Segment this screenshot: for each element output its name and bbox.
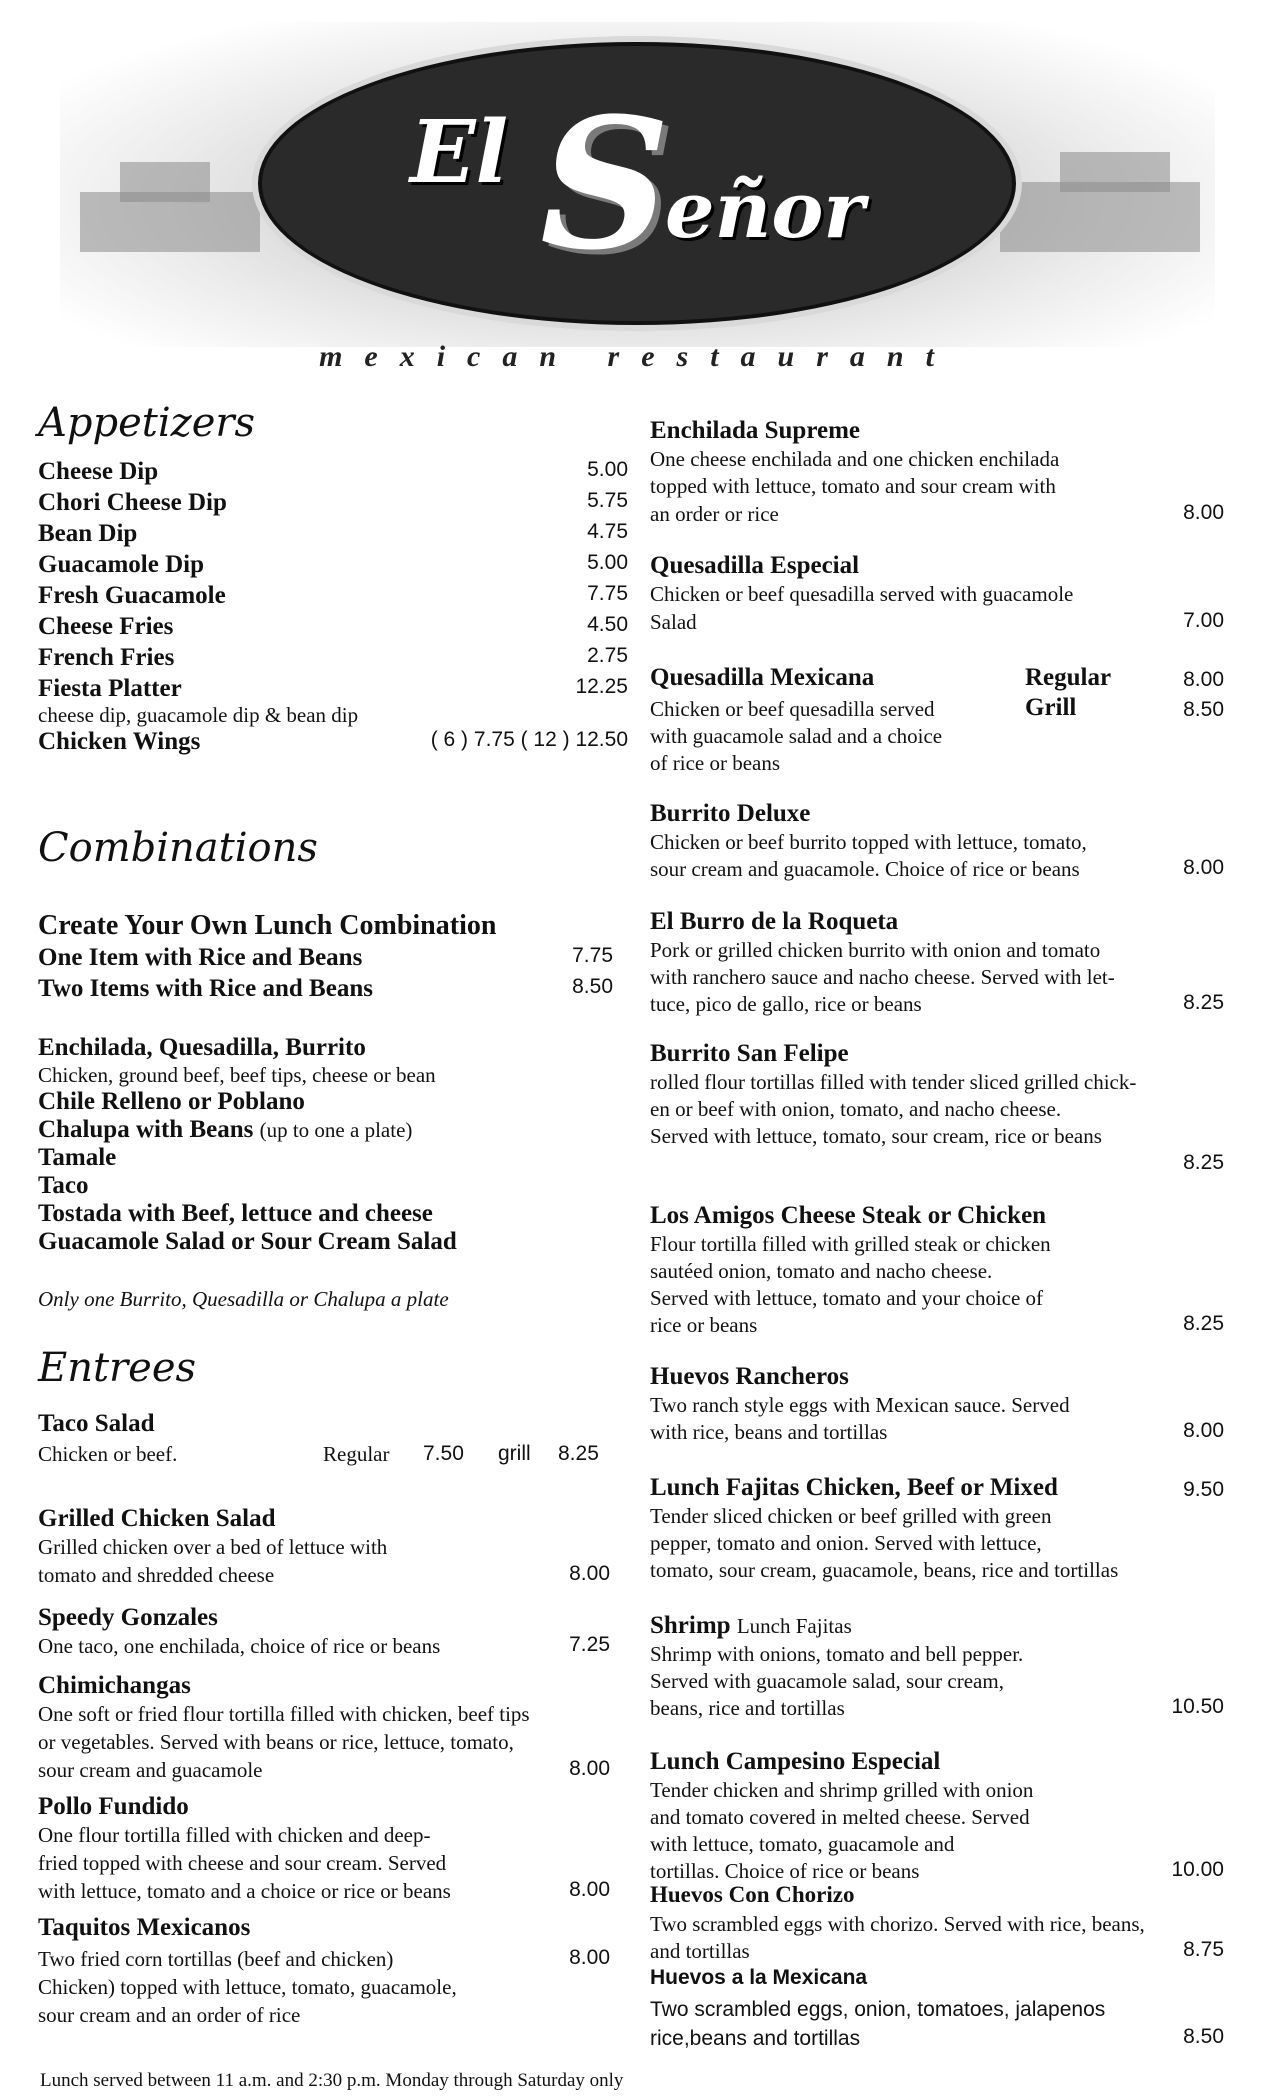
combo-option: Chalupa with Beans — [38, 1116, 254, 1143]
item-desc: Two scrambled eggs, onion, tomatoes, jalapenos — [650, 1998, 1106, 2021]
item-name: Chori Cheese Dip — [38, 489, 227, 516]
grill-price: 8.25 — [558, 1442, 599, 1465]
item-desc: Chicken or beef. — [38, 1442, 178, 1466]
combo-option: Chile Relleno or Poblano — [38, 1088, 305, 1115]
combo-option: Enchilada, Quesadilla, Burrito — [38, 1034, 366, 1061]
item-desc: beans, rice and tortillas — [650, 1696, 845, 1720]
regular-label: Regular — [1025, 664, 1112, 691]
logo-senor: eñor — [665, 165, 865, 256]
item-name-shrimp — [650, 1612, 852, 1640]
grill-label: grill — [498, 1442, 531, 1465]
item-price: 8.25 — [1183, 1151, 1224, 1174]
combo-option: Guacamole Salad or Sour Cream Salad — [38, 1228, 457, 1255]
item-desc: Shrimp with onions, tomato and bell pepper. — [650, 1642, 1024, 1666]
item-price: 8.50 — [1183, 2025, 1224, 2048]
combo-option-desc: Chicken, ground beef, beef tips, cheese or bean — [38, 1063, 436, 1087]
menu-item — [38, 675, 628, 705]
item-desc: Two ranch style eggs with Mexican sauce. Served — [650, 1393, 1070, 1417]
item-desc: an order or rice — [650, 502, 779, 526]
item-desc: tuce, pico de gallo, rice or beans — [650, 992, 922, 1016]
menu-item — [38, 489, 628, 519]
item-desc: with lettuce, tomato, guacamole and — [650, 1832, 955, 1856]
menu-item — [38, 458, 628, 488]
item-desc: One flour tortilla filled with chicken and deep- — [38, 1823, 431, 1847]
item-price: 8.50 — [572, 975, 613, 998]
item-desc: Tender chicken and shrimp grilled with onion — [650, 1778, 1034, 1802]
appetizers-title: Appetizers — [38, 400, 256, 446]
fiesta-description: cheese dip, guacamole dip & bean dip — [38, 703, 359, 727]
regular-price: 7.50 — [423, 1442, 464, 1465]
item-desc: Salad — [650, 610, 697, 634]
menu-item — [38, 728, 628, 758]
menu-item — [38, 582, 628, 612]
item-name: Lunch Fajitas Chicken, Beef or Mixed — [650, 1474, 1058, 1501]
item-desc: Chicken) topped with lettuce, tomato, guacamole, — [38, 1975, 457, 1999]
item-name: Quesadilla Mexicana — [650, 664, 875, 691]
item-desc: sour cream and guacamole. Choice of rice or beans — [650, 857, 1080, 881]
item-desc: Grilled chicken over a bed of lettuce with — [38, 1535, 388, 1559]
menu-item — [38, 975, 613, 1005]
item-desc: Served with lettuce, tomato, sour cream, rice or beans — [650, 1124, 1102, 1148]
menu-item — [38, 613, 628, 643]
regular-label: Regular — [323, 1442, 390, 1466]
item-desc: or vegetables. Served with beans or rice, lettuce, tomato, — [38, 1730, 514, 1754]
item-name: Chicken Wings — [38, 728, 201, 755]
item-name: Fiesta Platter — [38, 675, 182, 702]
item-price: 4.75 — [587, 520, 628, 543]
regular-price: 8.00 — [1183, 668, 1224, 691]
item-price: 7.00 — [1183, 609, 1224, 632]
item-price: 5.75 — [587, 489, 628, 512]
item-name: Quesadilla Especial — [650, 552, 860, 579]
right-column — [650, 0, 1240, 2100]
item-desc: tortillas. Choice of rice or beans — [650, 1859, 920, 1883]
item-price: 5.00 — [587, 551, 628, 574]
menu-item — [38, 551, 628, 581]
item-desc: with rice, beans and tortillas — [650, 1420, 888, 1444]
item-price: 8.25 — [1183, 991, 1224, 1014]
item-desc: rolled flour tortillas filled with tender sliced grilled chick- — [650, 1070, 1137, 1094]
item-desc: rice or beans — [650, 1313, 758, 1337]
item-desc: Chicken or beef burrito topped with lettuce, tomato, — [650, 830, 1087, 854]
item-desc: One taco, one enchilada, choice of rice or beans — [38, 1634, 441, 1658]
item-desc: Served with lettuce, tomato and your choice of — [650, 1286, 1044, 1310]
item-name: Cheese Fries — [38, 613, 174, 640]
combo-note: Only one Burrito, Quesadilla or Chalupa a plate — [38, 1287, 449, 1311]
item-price: 5.00 — [587, 458, 628, 481]
item-price: 8.00 — [1183, 501, 1224, 524]
item-desc: en or beef with onion, tomato, and nacho cheese. — [650, 1097, 1062, 1121]
item-price: 9.50 — [1183, 1478, 1224, 1501]
item-desc: Tender sliced chicken or beef grilled with green — [650, 1504, 1052, 1528]
item-desc: rice,beans and tortillas — [650, 2027, 861, 2050]
item-name: Enchilada Supreme — [650, 417, 860, 444]
item-price: 7.75 — [587, 582, 628, 605]
item-name: Huevos Con Chorizo — [650, 1882, 855, 1907]
item-name: Guacamole Dip — [38, 551, 204, 578]
item-name: Bean Dip — [38, 520, 138, 547]
item-price: 7.75 — [572, 944, 613, 967]
item-name: French Fries — [38, 644, 175, 671]
item-name: Speedy Gonzales — [38, 1604, 218, 1631]
item-price: 10.50 — [1171, 1695, 1224, 1718]
item-name: Los Amigos Cheese Steak or Chicken — [650, 1202, 1047, 1229]
item-desc: fried topped with cheese and sour cream. Served — [38, 1851, 447, 1875]
item-price: 8.00 — [1183, 856, 1224, 879]
grill-price: 8.50 — [1183, 698, 1224, 721]
left-column — [38, 0, 638, 2100]
item-price: 8.00 — [569, 1757, 610, 1780]
item-name: Pollo Fundido — [38, 1793, 189, 1820]
footer-note: Lunch served between 11 a.m. and 2:30 p.m. Monday through Saturday only — [40, 2070, 624, 2091]
item-name: Shrimp — [650, 1612, 731, 1639]
item-desc: Chicken or beef quesadilla served — [650, 697, 935, 721]
item-desc: sour cream and an order of rice — [38, 2003, 301, 2027]
item-price: 7.25 — [569, 1633, 610, 1656]
item-desc: of rice or beans — [650, 751, 781, 775]
logo-s: S — [540, 79, 670, 290]
combo-option: Taco — [38, 1172, 89, 1199]
item-desc: with ranchero sauce and nacho cheese. Served with let- — [650, 965, 1115, 989]
item-desc: Two fried corn tortillas (beef and chicken) — [38, 1947, 394, 1971]
item-price: 10.00 — [1171, 1858, 1224, 1881]
item-price: 8.75 — [1183, 1938, 1224, 1961]
item-name: Taco Salad — [38, 1410, 155, 1437]
item-name: Grilled Chicken Salad — [38, 1505, 276, 1532]
item-price: 8.00 — [1183, 1419, 1224, 1442]
item-price: 8.25 — [1183, 1312, 1224, 1335]
menu-item — [38, 644, 628, 674]
item-desc: with guacamole salad and a choice — [650, 724, 943, 748]
item-price: 2.75 — [587, 644, 628, 667]
item-name: Huevos Rancheros — [650, 1363, 849, 1390]
combinations-title: Combinations — [38, 825, 318, 871]
item-name: One Item with Rice and Beans — [38, 944, 363, 971]
combo-create-title: Create Your Own Lunch Combination — [38, 910, 497, 941]
item-desc: Chicken or beef quesadilla served with guacamole — [650, 582, 1074, 606]
item-name: El Burro de la Roqueta — [650, 908, 899, 935]
combo-option: Tamale — [38, 1144, 117, 1171]
item-desc: sour cream and guacamole — [38, 1758, 263, 1782]
item-name: Fresh Guacamole — [38, 582, 226, 609]
item-name: Lunch Campesino Especial — [650, 1748, 941, 1775]
item-price: 12.25 — [575, 675, 628, 698]
item-desc: and tomato covered in melted cheese. Served — [650, 1805, 1030, 1829]
item-desc: One cheese enchilada and one chicken enchilada — [650, 447, 1060, 471]
item-name: Two Items with Rice and Beans — [38, 975, 373, 1002]
item-desc: Two scrambled eggs with chorizo. Served with rice, beans, — [650, 1912, 1145, 1936]
item-desc: tomato and shredded cheese — [38, 1563, 275, 1587]
item-desc: with lettuce, tomato and a choice or rice or beans — [38, 1879, 451, 1903]
item-desc: and tortillas — [650, 1939, 750, 1963]
item-price: ( 6 ) 7.75 ( 12 ) 12.50 — [430, 728, 628, 751]
item-name: Huevos a la Mexicana — [650, 1966, 868, 1989]
menu-item — [38, 520, 628, 550]
combo-option-chalupa — [38, 1116, 412, 1144]
item-desc: Served with guacamole salad, sour cream, — [650, 1669, 1004, 1693]
item-name: Chimichangas — [38, 1672, 191, 1699]
item-desc: pepper, tomato and onion. Served with lettuce, — [650, 1531, 1042, 1555]
item-name: Cheese Dip — [38, 458, 159, 485]
item-name: Burrito Deluxe — [650, 800, 811, 827]
item-desc: One soft or fried flour tortilla filled with chicken, beef tips — [38, 1702, 530, 1726]
menu-item — [38, 944, 613, 974]
item-desc: sautéed onion, tomato and nacho cheese. — [650, 1259, 993, 1283]
item-price: 8.00 — [569, 1946, 610, 1969]
item-price: 8.00 — [569, 1562, 610, 1585]
item-desc: topped with lettuce, tomato and sour cream with — [650, 474, 1056, 498]
combo-option: Tostada with Beef, lettuce and cheese — [38, 1200, 433, 1227]
item-desc: Pork or grilled chicken burrito with onion and tomato — [650, 938, 1101, 962]
item-name-suffix: Lunch Fajitas — [736, 1614, 852, 1638]
item-price: 8.00 — [569, 1878, 610, 1901]
entrees-title: Entrees — [38, 1345, 197, 1391]
item-desc: Flour tortilla filled with grilled steak or chicken — [650, 1232, 1051, 1256]
item-name: Taquitos Mexicanos — [38, 1914, 251, 1941]
item-desc: tomato, sour cream, guacamole, beans, rice and tortillas — [650, 1558, 1119, 1582]
item-price: 4.50 — [587, 613, 628, 636]
grill-label: Grill — [1025, 694, 1077, 721]
tagline: mexican restaurant — [319, 340, 956, 373]
logo-el: El — [410, 102, 509, 203]
combo-option-note: (up to one a plate) — [259, 1118, 413, 1142]
item-name: Burrito San Felipe — [650, 1040, 849, 1067]
